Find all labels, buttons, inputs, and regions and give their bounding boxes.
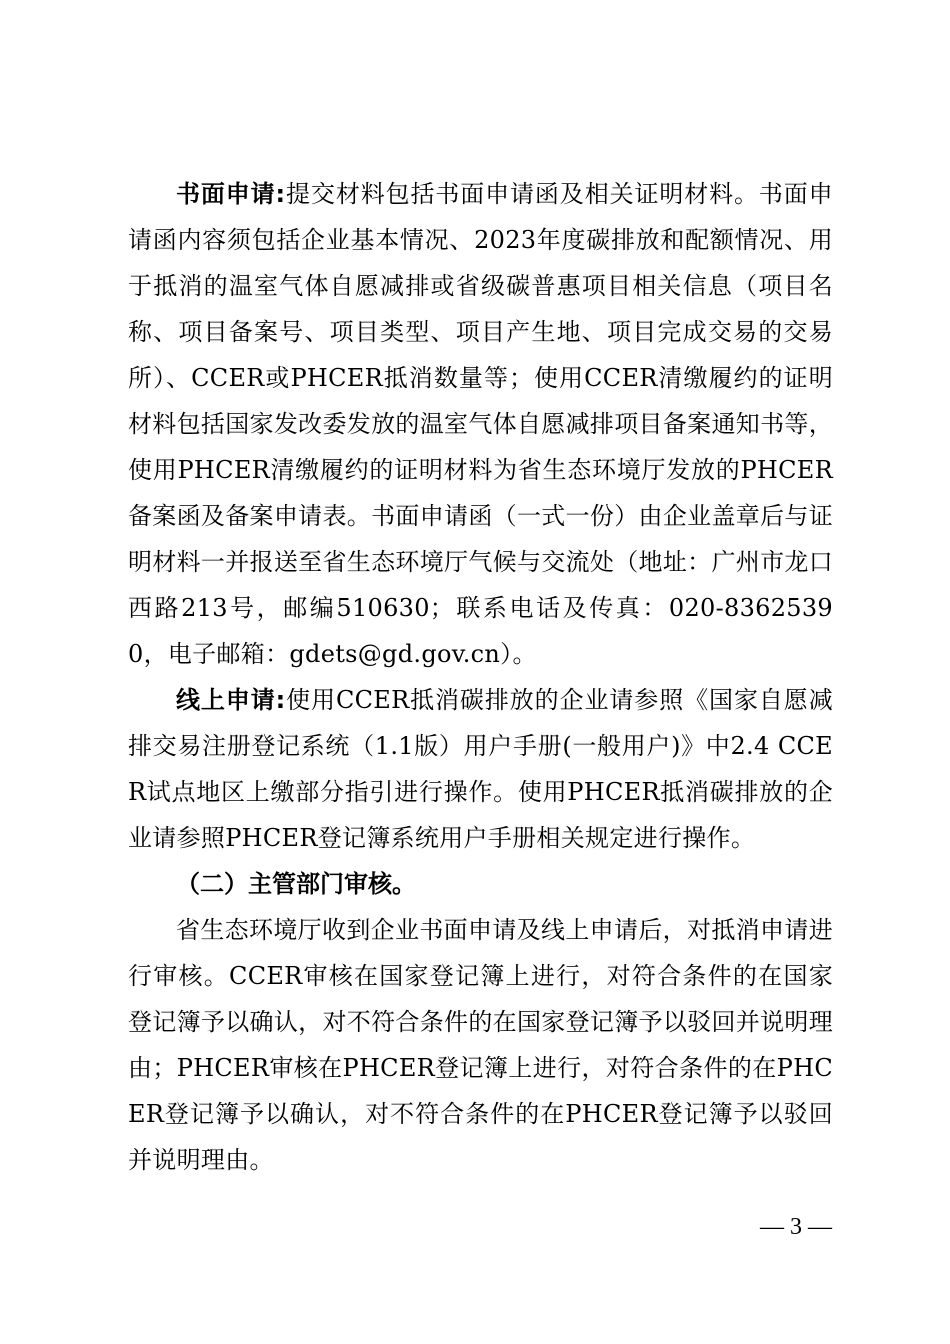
written-application-label: 书面申请: bbox=[176, 180, 286, 208]
written-application-text: 提交材料包括书面申请函及相关证明材料。书面申请函内容须包括企业基本情况、2023年度碳排放和配额情况、用于抵消的温室气体自愿减排或省级碳普惠项目相关信息（项目名称、项目备案号、项目类型、项目产生地、项目完成交易的交易所）、CCER或PHCER抵消数量等；使用CCER清缴履约的证明材料包括国家发改委发放的温室气体自愿减排项目备案通知书等，使用PHCER清缴履约的证明材料为省生态环境厅发放的PHCER备案函及备案申请表。书面申请函（一式一份）由企业盖章后与证明材料一并报送至省生态环境厅气候与交流处（地址：广州市龙口西路213号，邮编510630；联系电话及传真：020-83625390，电子邮箱：gdets@gd.gov.cn）。 bbox=[128, 180, 833, 668]
page-number: — 3 — bbox=[760, 1214, 832, 1240]
written-application-paragraph bbox=[128, 171, 833, 677]
document-body bbox=[128, 171, 833, 1183]
online-application-paragraph bbox=[128, 677, 833, 861]
online-application-label: 线上申请: bbox=[176, 686, 286, 714]
review-paragraph: 省生态环境厅收到企业书面申请及线上申请后，对抵消申请进行审核。CCER审核在国家登记簿上进行，对符合条件的在国家登记簿予以确认，对不符合条件的在国家登记簿予以驳回并说明理由；PHCER审核在PHCER登记簿上进行，对符合条件的在PHCER登记簿予以确认，对不符合条件的在PHCER登记簿予以驳回并说明理由。 bbox=[128, 916, 833, 1174]
section-heading: （二）主管部门审核。 bbox=[176, 870, 416, 898]
online-application-text: 使用CCER抵消碳排放的企业请参照《国家自愿减排交易注册登记系统（1.1版）用户手册(一般用户)》中2.4 CCER试点地区上缴部分指引进行操作。使用PHCER抵消碳排放的企业请参照PHCER登记簿系统用户手册相关规定进行操作。 bbox=[128, 686, 833, 852]
